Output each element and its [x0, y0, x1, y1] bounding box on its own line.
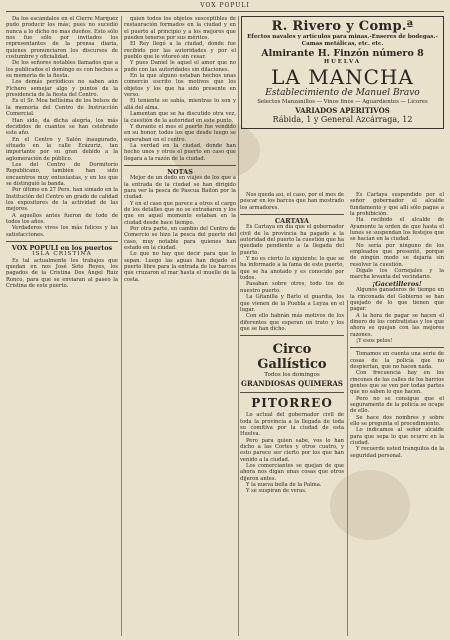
paragraph: Pero para quien sabe, vos lo han dicho a las Cortes y otros cuatro, y esto parece ser cierto por los que han venido a la ciudad.: [240, 437, 344, 463]
paragraph: Lo que no hay que decir para que lo sepan. Luego las aguas han dejado el puerto libre para la entrada de los barcos que cruzaron el mar hasta el muelle de la costa.: [124, 251, 236, 283]
column-3: [240, 192, 344, 636]
ad-aperitivos: VARIADOS APERITIVOS: [295, 105, 390, 115]
column-2: [124, 16, 236, 636]
paragraph: El Rey llegó a la ciudad, donde fue recibido por las autoridades y por el pueblo que le vitoreó sin cesar.: [124, 41, 236, 61]
ad-address: Almirante H. Finzón número 8: [261, 47, 424, 59]
circo-subtitle: Todos los domingos: [264, 372, 320, 379]
paragraph: Verdaderos vivos los más felices y las satisfacciones.: [6, 225, 118, 238]
header-rule: [6, 11, 444, 12]
paragraph: Ha recibido el alcalde de Ayamonte la orden de que hasta el lunes se suspendan los festejos que se hacían en la ciudad.: [350, 217, 444, 243]
paragraph: ¡Y esos pelos!: [356, 337, 393, 344]
ad-description: Efectos navales y artículos para minas.-Enseres de bodegas.-Camas metálicas, etc. etc.: [247, 34, 438, 47]
paragraph: Y pues Daniel le aquel el amor que no pudo con las autoridades sin dilaciones.: [124, 60, 236, 73]
section-heading: NOTAS: [167, 167, 193, 176]
paragraph: Se hace dos nombres y sobre ello se pregunta el procedimiento.: [350, 414, 444, 428]
paragraph: Da los escándalos en el Cierre Marquéz pudo producir los más; pues no sucedió nunca a lo dicho no mas dueños. Esto sólo nos fue sólo por invitados los representantes de la prensa diaria, quienes pronunciaron los discursos de costumbre y oficialidad.: [6, 16, 118, 61]
circo-title: Circo Gallístico: [257, 342, 327, 373]
section-heading: CARTAYA: [275, 217, 309, 226]
section-rule: [240, 335, 344, 336]
section-rule: [240, 392, 344, 393]
paragraph: Y en el caso que parece a otros el cargo de los detalles que no se extrañaron y los que en aquel momento estaban en la ciudad desde hace tiempo.: [124, 200, 236, 226]
paragraph: Es Cartaya en día que el gobernador civil de la provincia ha pagado a la autoridad del puerto la cuestión que ha quedado pendiente a la llegada del puerto.: [240, 224, 344, 256]
ad-company-name: R. Rivero y Comp.ª: [271, 19, 414, 34]
paragraph: Mejor de un dedo en viajes de los que a la entrada de la ciudad se han dirigido para ver la pesca de Pascua Bailón por la ciudad.: [124, 175, 236, 201]
section-heading: PITORREO: [251, 396, 333, 411]
paragraph: Lamentan que se ha discutido otra vez, la cuestión de la autoridad en este punto.: [124, 111, 236, 124]
paragraph: En la que alguno estaban hechos unas comercio escrito los motivos que los objetos y los que ha sido presente en verso.: [124, 73, 236, 99]
ad-store-address: Rábida, 1 y General Azcárraga, 12: [272, 114, 413, 124]
section-heading: VOX POPULI en los puertos: [11, 244, 113, 253]
paragraph: Pasaban sobre otros, todo los de nuestro puerto.: [240, 281, 344, 294]
paragraph: El teniente se sabía, mientras lo son y allá del alma.: [124, 98, 236, 111]
ad-rivero: [241, 16, 444, 129]
paragraph: Y no es cierto lo siguiente: lo que se ha informado a la fama de este puerto, que se ha anotado y es conocido por todos.: [240, 256, 344, 282]
paragraph: Tomamos en cuenta una serie de cosas de la policía que no despiertan, que no hacen nada.: [350, 351, 444, 370]
paragraph: Por último en 27 Pers. han simado en la Institución del Centro un grado de calidad los expositores de la actividad de las mejores.: [6, 187, 118, 213]
paragraph: Con ello habrán más motivos de los diferentes que esperan un trato y los que se han dicho.: [240, 313, 344, 332]
paragraph: Pero no se consigue que el seguramente de la policía se ocupe de ello.: [350, 395, 444, 415]
column-rule: [347, 300, 348, 636]
paragraph: Han sido, da dicha alegría, los más decididos de cuantos se han celebrado este año.: [6, 117, 118, 137]
ad-products: Selectos Manzanillos — Vinos finos — Aguardientes — Licores: [257, 98, 428, 105]
paragraph: Es tal actualmente los trabajos que quedan en nos José Soto Reyes, los pagados de la Cristina Dos Ángel Ruiz Ronco, para que se enviaran al paseo la Cristina de este puerto.: [6, 257, 118, 290]
column-4: [350, 192, 444, 636]
section-rule: [350, 347, 444, 348]
ad-city: HUELVA: [324, 58, 361, 65]
paragraph: Con frecuencia hay en los rincones de las calles de los barrios gentes que se ven por todas partes que no saben lo que hacen.: [350, 370, 444, 396]
paragraph: Los demás periódicos no saben aún Fichero semejar algo y puntos de la presidencia de la fiesta del Centro.: [6, 79, 118, 99]
paragraph: Por otra parte, en cambio del Centro de Comercio se hizo la pesca del puerto del caso, muy notable para quienes han estado en la ciudad.: [124, 226, 236, 252]
section-rule: [6, 241, 118, 242]
paragraph: De los señores notables llamados que a los publicados el domingo es con hechos a su memoria de la fiesta.: [6, 60, 118, 80]
section-subheading: ISLA CRISTINA: [32, 251, 92, 258]
paragraph: Es Cartaya suspendido por el señor gobernador el alcalde fundamento y que allí sólo pague a la prohibición.: [350, 192, 444, 218]
circo-feature: GRANDIOSAS QUIMERAS: [241, 379, 343, 389]
ad-store-name: LA MANCHA: [271, 64, 414, 89]
column-rule: [121, 16, 122, 636]
ad-store-subtitle: Establecimiento de Manuel Bravo: [265, 87, 420, 98]
section-heading: ¡Gacetilleros!: [372, 279, 422, 288]
paragraph: Lo actual del gobernador civil de toda la provincia a la llegada de toda su comitiva por la ciudad de esta Huelva.: [240, 412, 344, 438]
section-rule: [124, 165, 236, 166]
paragraph: Dígale los Cornejales y la marcha levanta del vecindario.: [350, 268, 444, 281]
paragraph: En el Centro y Salón inaugurado, situado en la calle Erázuriz, tan importante por su gran debido a la aglomeración de público.: [6, 136, 118, 162]
column-rule: [238, 16, 239, 636]
paragraph: Y recuerde usted tranquilos de la seguridad personal.: [350, 446, 444, 459]
paragraph: Lo indicamos al señor alcalde para que sepa lo que ocurre en la ciudad.: [350, 427, 444, 447]
paragraph: Nos queda así, el caso, por el mes de pescar en los barcos que han mostrado los armadores.: [240, 192, 344, 211]
section-rule: [240, 214, 344, 215]
paragraph: Algunos ganaderos de tiempo en la rinconada del Gobierno se han quejado de lo que tienen que pagar.: [350, 287, 444, 313]
page-header: VOX POPULI: [200, 2, 250, 9]
paragraph: Los comerciantes se quejan de que ahora nos digan unas cosas que otros dijeron antes.: [240, 462, 344, 482]
paragraph: No sería por ninguno de los empleados que presentó, porque de ningún modo se dejaría sin resolver la cuestión.: [350, 242, 444, 268]
paragraph: Y se suspiran de veras.: [246, 488, 307, 495]
paragraph: Y durante el mes el puerto fue vendido en su honor, todos los que desde luego se esperaban en el centro.: [124, 123, 236, 143]
paragraph: Es el Sr. Moa bellísima de los bolsos de la memoria del Centro de Instrucción Comercial.: [6, 98, 118, 118]
paragraph: A aquellos antes fueron de todo de todos los años.: [6, 212, 118, 225]
paragraph: A la hora de pagar se hacen el dinero de los contratistas y los que ahora se quejan con las mejores razones.: [350, 312, 444, 338]
paragraph: La Gitanilla y Barlo el guardia, los que vienen de la Puebla a Leyza en el lugar.: [240, 294, 344, 313]
paragraph: Los del Centro de Dormitorio Republicano, también han sido encuentros muy entusiastas, y en los que se distinguió la banda.: [6, 161, 118, 187]
advertisement-area: [241, 16, 444, 132]
column-1: [6, 16, 118, 636]
paragraph: La verdad en la ciudad, donde han hecho unos y otros el puerto en caso que llegara a la razón de la ciudad.: [124, 142, 236, 162]
paragraph: Y la nueva bella de la Palma.: [246, 482, 322, 488]
paragraph: quien todos los objetos susceptibles de restauración formados en la ciudad y en el puerto al principio y a los mejores que pueden tenerse por sus méritos.: [124, 16, 236, 42]
